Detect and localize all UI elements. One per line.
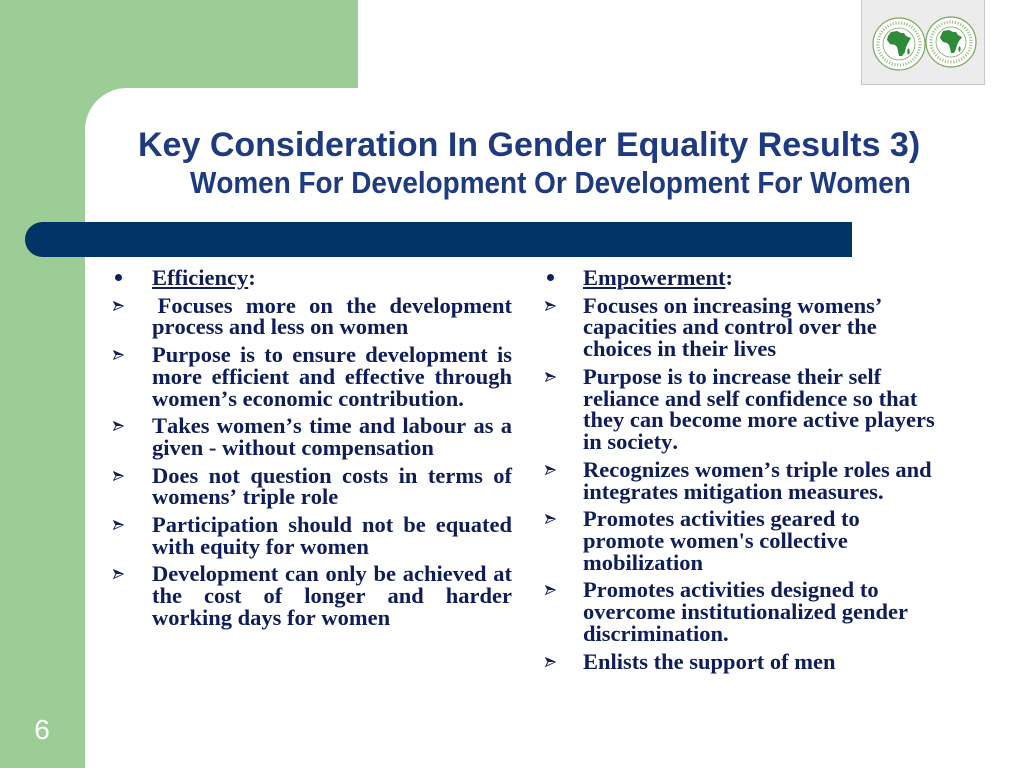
efficiency-point <box>112 341 512 411</box>
efficiency-point <box>112 415 512 459</box>
efficiency-point <box>112 462 512 510</box>
efficiency-column <box>112 267 512 629</box>
empowerment-point <box>544 292 941 362</box>
empowerment-point <box>544 456 941 504</box>
logo-seal-right <box>926 17 976 67</box>
empowerment-point-text: Focuses on increasing womens’ capacities and control over the choices in their lives <box>583 292 883 362</box>
slide-title: Key Consideration In Gender Equality Results 3) <box>138 126 921 164</box>
efficiency-heading-label: Efficiency <box>152 265 249 290</box>
empowerment-point <box>544 579 941 644</box>
arrow-bullet-icon <box>113 520 124 530</box>
efficiency-point-text: Participation should not be equated with equity for women <box>152 511 512 559</box>
efficiency-point-text: Purpose is to ensure development is more efficient and effective through women’s economic contribution. <box>152 341 512 411</box>
empowerment-point-text: Promotes activities geared to promote women's collective mobilization <box>583 506 860 575</box>
efficiency-heading <box>112 267 512 289</box>
heading-colon: : <box>248 265 256 290</box>
arrow-bullet-icon <box>113 471 124 481</box>
slide-subtitle: Women For Development Or Development For Women <box>190 165 911 200</box>
empowerment-heading-label: Empowerment <box>583 265 726 290</box>
arrow-bullet-icon <box>545 372 556 382</box>
efficiency-heading-text <box>152 267 512 289</box>
arrow-bullet-icon <box>545 585 556 595</box>
slide-number: 6 <box>34 714 50 745</box>
empowerment-point-text: Promotes activities designed to overcome institutionalized gender discrimination. <box>583 577 908 646</box>
empowerment-point-text: Recognizes women’s triple roles and integrates mitigation measures. <box>583 456 932 504</box>
logo-graphic <box>862 0 984 85</box>
efficiency-point-text: Development can only be achieved at the cost of longer and harder working days for women <box>152 561 512 630</box>
logo-seal-left <box>873 18 925 70</box>
empowerment-point <box>544 508 941 573</box>
empowerment-heading <box>544 267 941 289</box>
arrow-bullet-icon <box>113 421 124 431</box>
arrow-bullet-icon <box>113 569 124 579</box>
arrow-bullet-icon <box>545 301 556 311</box>
empowerment-point <box>544 648 941 674</box>
efficiency-point <box>112 292 512 340</box>
efficiency-point-text: Focuses more on the development process and less on women <box>152 292 512 340</box>
dot-bullet-icon <box>547 274 554 281</box>
empowerment-column <box>544 267 941 672</box>
efficiency-point <box>112 563 512 628</box>
dot-bullet-icon <box>115 274 122 281</box>
arrow-bullet-icon <box>545 657 556 667</box>
efficiency-point-text: Does not question costs in terms of womens’ triple role <box>152 462 512 510</box>
empowerment-point <box>544 363 941 455</box>
efficiency-point <box>112 511 512 559</box>
green-side-band <box>0 0 85 768</box>
arrow-bullet-icon <box>545 465 556 475</box>
empowerment-point-text: Enlists the support of men <box>583 648 836 674</box>
title-divider-bar <box>25 222 852 257</box>
efficiency-point-text: Takes women’s time and labour as a given - without compensation <box>152 413 512 460</box>
arrow-bullet-icon <box>113 301 124 311</box>
afdb-logo <box>861 0 985 85</box>
arrow-bullet-icon <box>113 350 124 360</box>
arrow-bullet-icon <box>545 514 556 524</box>
empowerment-point-text: Purpose is to increase their self reliance and self confidence so that they can become more active players in society. <box>583 363 935 455</box>
empowerment-heading-text <box>583 267 941 289</box>
heading-colon: : <box>725 265 733 290</box>
